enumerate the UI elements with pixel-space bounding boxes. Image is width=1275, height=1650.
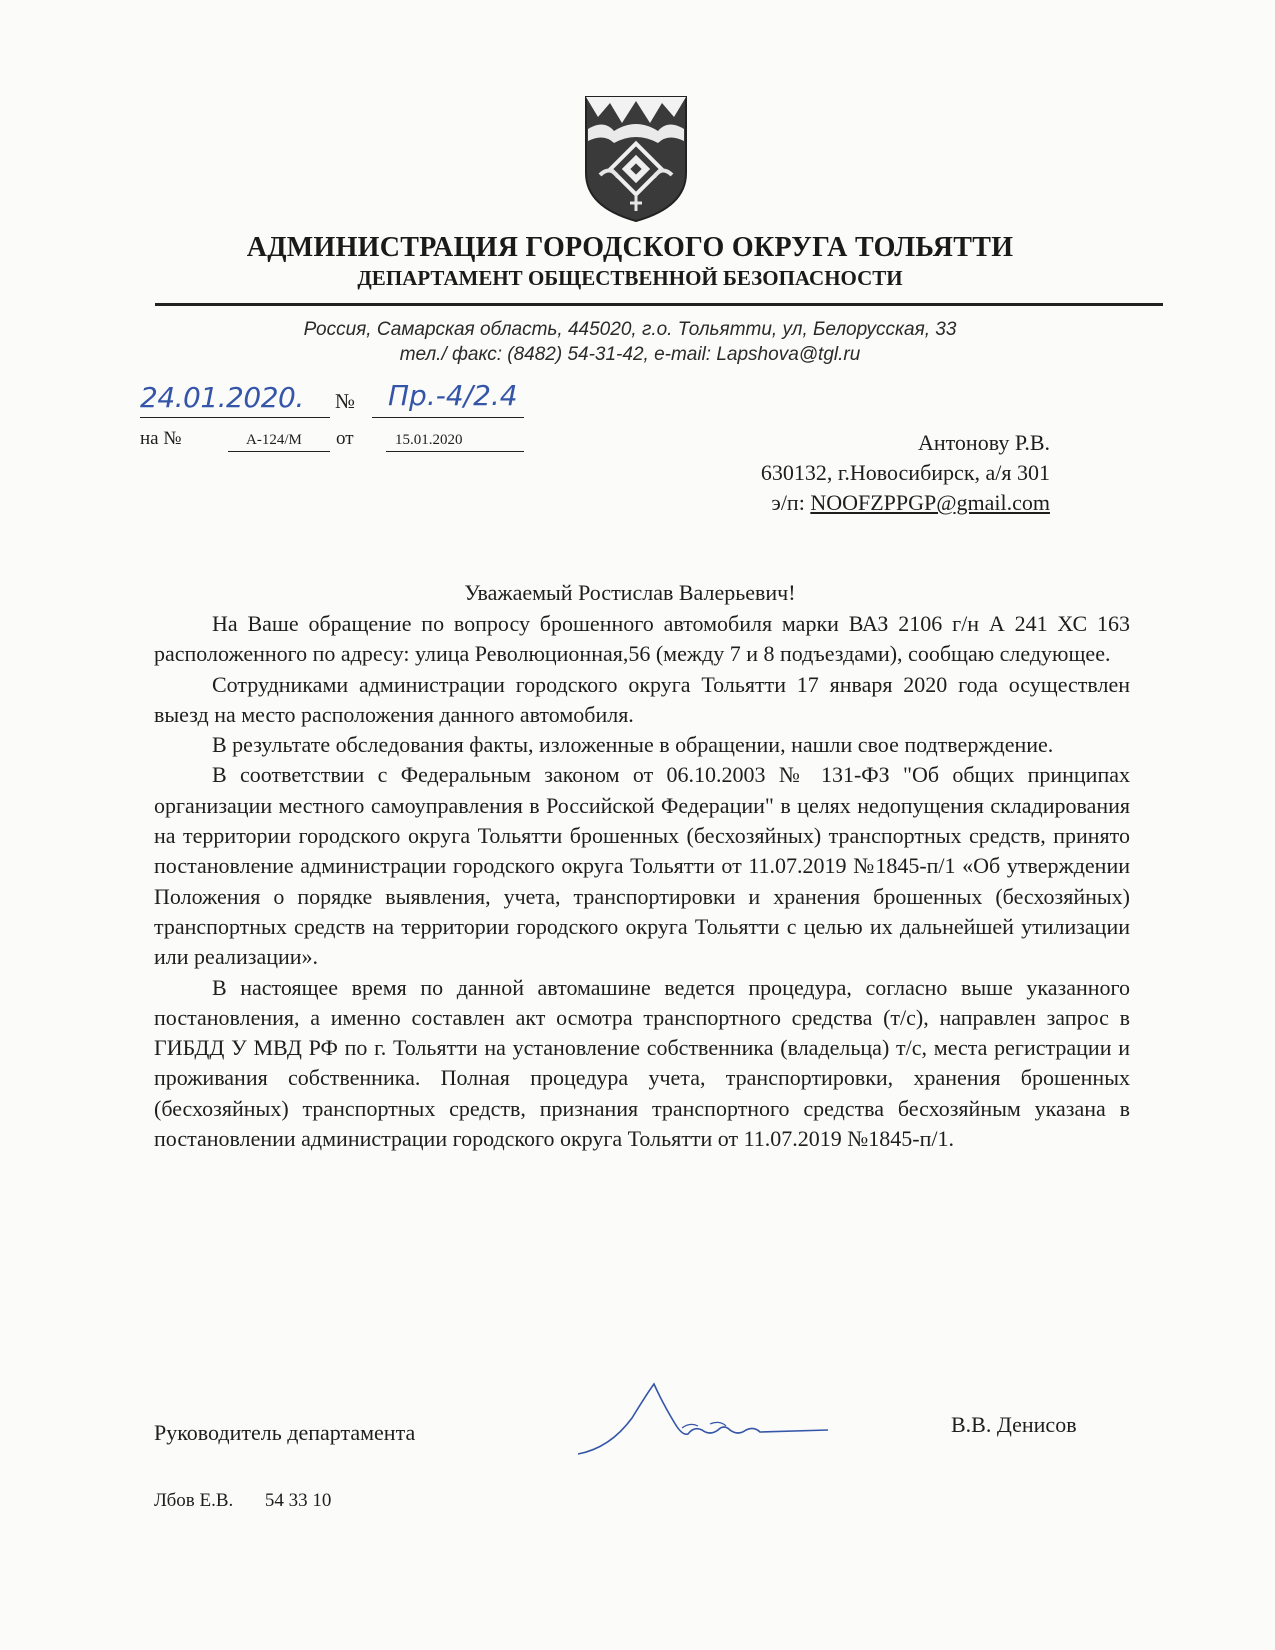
recipient-email-label: э/п: (771, 490, 805, 515)
handwritten-signature (570, 1378, 840, 1458)
city-coat-of-arms (584, 95, 688, 223)
header-divider (155, 303, 1163, 306)
organization-title: АДМИНИСТРАЦИЯ ГОРОДСКОГО ОКРУГА ТОЛЬЯТТИ (246, 232, 1014, 263)
outgoing-date-handwritten: 24.01.2020. (140, 381, 304, 414)
reference-number: А-124/М (246, 432, 302, 448)
greeting: Уважаемый Ростислав Валерьевич! (464, 580, 796, 605)
paragraph: На Ваше обращение по вопросу брошенного автомобиля марки ВАЗ 2106 г/н А 241 ХС 163 расположенного по адресу: улица Революционная,56 (между 7 и 8 подъездами), сообщаю следующее. (154, 611, 1130, 667)
executor-info (154, 1490, 331, 1512)
outgoing-number-line (372, 417, 524, 418)
department-title: ДЕПАРТАМЕНТ ОБЩЕСТВЕННОЙ БЕЗОПАСНОСТИ (357, 266, 903, 290)
recipient-name: Антонову Р.В. (917, 430, 1050, 455)
organization-contacts: тел./ факс: (8482) 54-31-42, e-mail: Lapshova@tgl.ru (399, 344, 861, 365)
recipient-email-line (771, 490, 1050, 516)
recipient-email[interactable]: NOOFZPPGP@gmail.com (810, 490, 1050, 515)
recipient-address: 630132, г.Новосибирск, а/я 301 (760, 460, 1050, 485)
paragraph: В соответствии с Федеральным законом от 06.10.2003 № 131-ФЗ "Об общих принципах организации местного самоуправления в Российской Федерации" в целях недопущения складирования на территории городского округа Тольятти брошенных (бесхозяйных) транспортных средств, принято постановление администрации городского округа Тольятти от 11.07.2019 №1845-п/1 «Об утверждении Положения о порядке выявления, учета, транспортировки и хранения брошенных (бесхозяйных) транспортных средств на территории городского округа Тольятти с целью их дальнейшей утилизации или реализации». (154, 762, 1130, 970)
executor-phone: 54 33 10 (264, 1490, 332, 1511)
reference-date: 15.01.2020 (395, 432, 463, 448)
outgoing-date-line (140, 417, 330, 418)
executor-name: Лбов Е.В. (154, 1490, 234, 1511)
paragraph: В настоящее время по данной автомашине ведется процедура, согласно выше указанного постановления, а именно составлен акт осмотра транспортного средства (т/с), направлен запрос в ГИБДД У МВД РФ по г. Тольятти на установление собственника (владельца) т/с, места регистрации и проживания собственника. Полная процедура учета, транспортировки, хранения брошенных (бесхозяйных) транспортных средств, признания транспортного средства бесхозяйным указана в постановлении администрации городского округа Тольятти от 11.07.2019 №1845-п/1. (154, 974, 1130, 1152)
reference-prefix: на № (140, 428, 182, 449)
reference-from-label: от (336, 428, 354, 449)
outgoing-number-handwritten: Пр.-4/2.4 (388, 379, 518, 412)
paragraph: В результате обследования факты, изложенные в обращении, нашли свое подтверждение. (212, 732, 1054, 758)
reference-number-line (228, 451, 330, 452)
signatory-position: Руководитель департамента (154, 1420, 416, 1445)
reference-date-line (386, 451, 524, 452)
signatory-name: В.В. Денисов (951, 1412, 1077, 1437)
paragraph: Сотрудниками администрации городского округа Тольятти 17 января 2020 года осуществлен выезд на место расположения данного автомобиля. (154, 671, 1130, 727)
organization-address: Россия, Самарская область, 445020, г.о. Тольятти, ул, Белорусская, 33 (303, 319, 957, 340)
outgoing-number-label: № (335, 389, 356, 413)
letter-body (154, 609, 1130, 1154)
